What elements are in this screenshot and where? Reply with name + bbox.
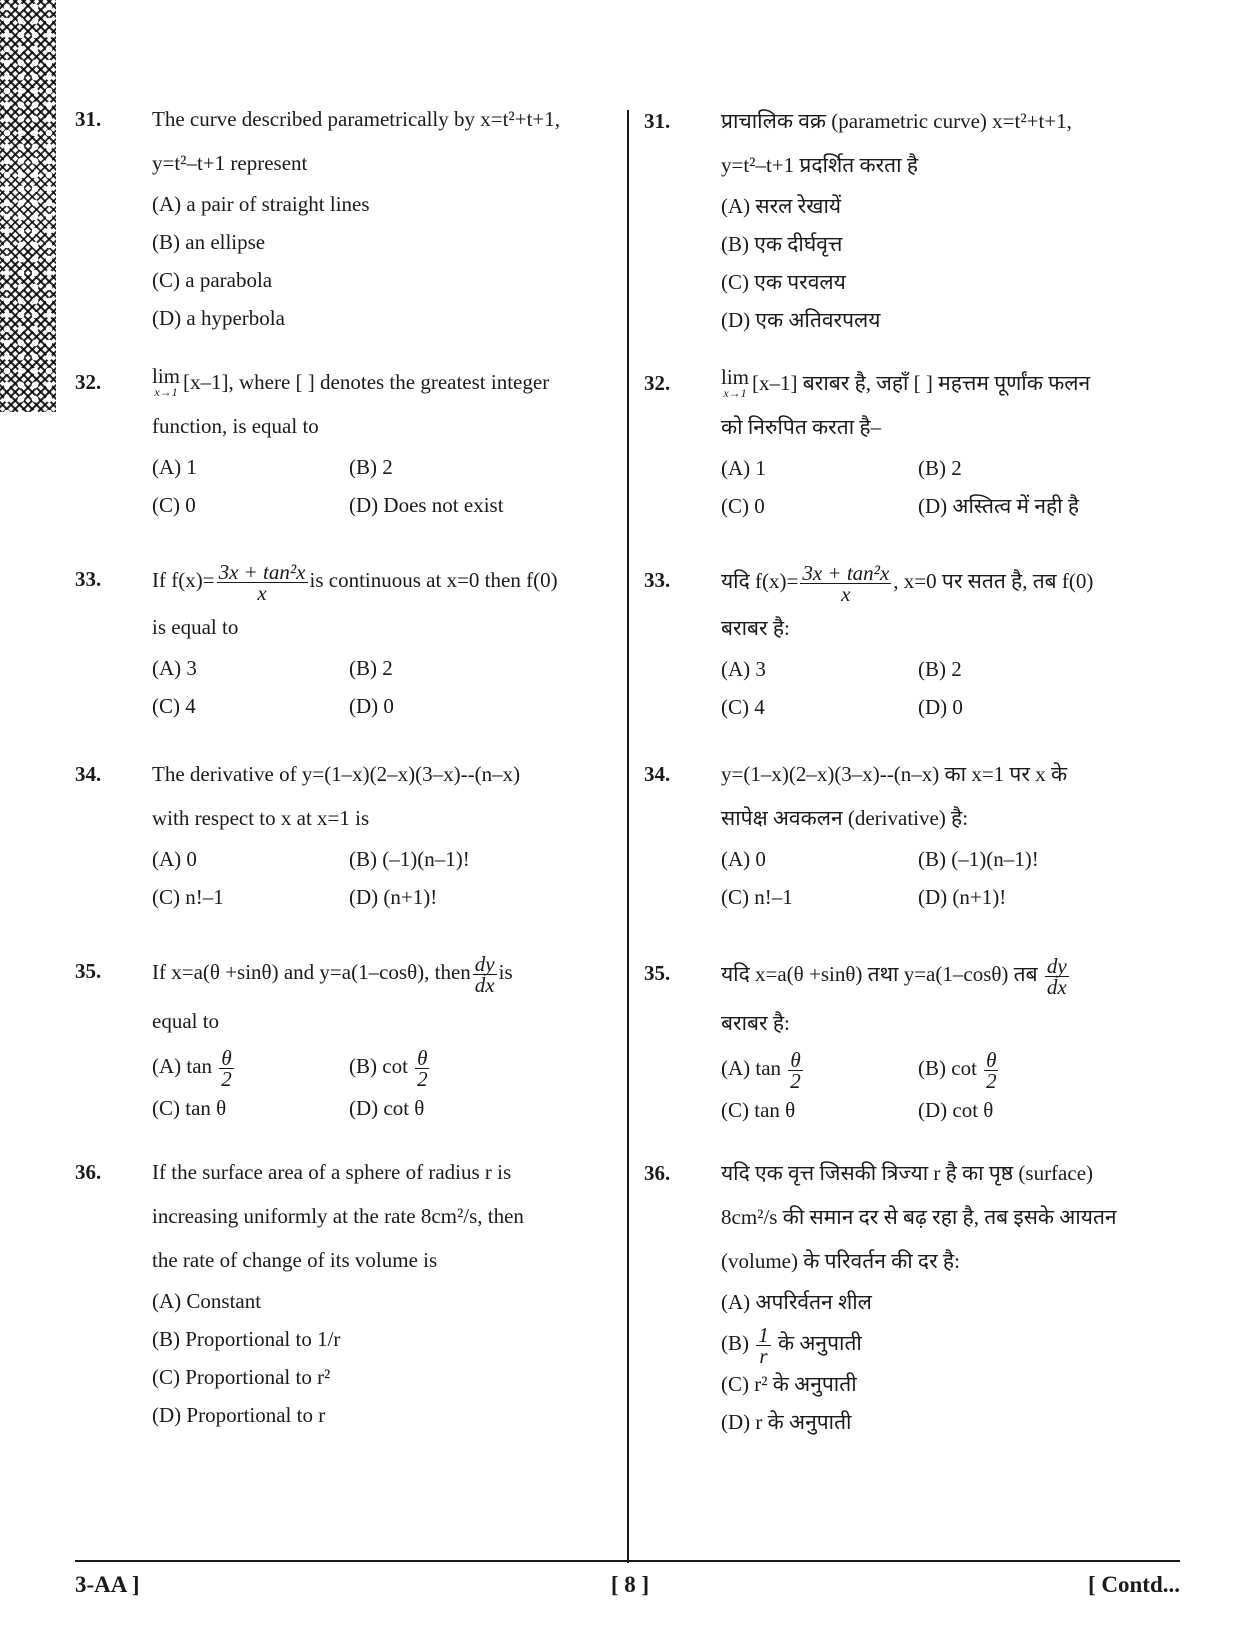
option-c: (C) tan θ — [152, 1096, 227, 1120]
question-number: 33. — [644, 568, 671, 592]
function-fraction: $\frac{\text{3x + tan²x}}{x}$ — [802, 560, 890, 606]
option-b: (B) 2 — [918, 657, 962, 681]
limit-notation: lim x→1 — [721, 365, 750, 401]
option-d: (D) (n+1)! — [349, 885, 438, 909]
option-d: (D) (n+1)! — [918, 885, 1007, 909]
option-a: (A) सरल रेखायें — [721, 194, 842, 218]
question-text: [x–1] बराबर है, जहाँ [ ] महत्तम पूर्णांक फलन — [752, 371, 1091, 395]
question-text: को निरुपित करता है– — [721, 415, 882, 439]
option-c: (C) a parabola — [152, 268, 273, 292]
option-b: (B) 2 — [349, 455, 393, 479]
option-d: (D) 0 — [918, 695, 963, 719]
derivative-fraction: $\frac{dy}{dx}$ — [1046, 953, 1067, 999]
question-number: 32. — [644, 371, 671, 395]
option-d: (D) r के अनुपाती — [721, 1410, 852, 1434]
limit-notation: lim x→1 — [152, 364, 181, 400]
question-text: the rate of change of its volume is — [152, 1248, 438, 1272]
question-number: 32. — [75, 370, 102, 394]
option-c: (C) r² के अनुपाती — [721, 1372, 857, 1396]
option-a: (A) 3 — [721, 657, 766, 681]
option-d: (D) अस्तित्व में नही है — [918, 494, 1079, 518]
question-text: सापेक्ष अवकलन (derivative) है: — [721, 806, 969, 830]
option-a: (A) अपरिर्वतन शील — [721, 1290, 872, 1314]
question-text: function, is equal to — [152, 414, 319, 438]
option-c: (C) 4 — [152, 694, 196, 718]
option-a: (A) tan $\frac{\theta}{2}$ — [721, 1047, 801, 1093]
option-b: (B) 2 — [918, 456, 962, 480]
question-number: 36. — [75, 1160, 102, 1184]
option-a: (A) 1 — [152, 455, 197, 479]
option-b: (B) cot $\frac{\theta}{2}$ — [918, 1047, 997, 1093]
option-b: (B) Proportional to 1/r — [152, 1327, 341, 1351]
option-c: (C) tan θ — [721, 1098, 796, 1122]
question-text: The derivative of y=(1–x)(2–x)(3–x)--(n–x) — [152, 762, 521, 786]
option-b: (B) (–1)(n–1)! — [349, 847, 470, 871]
question-number: 36. — [644, 1161, 671, 1185]
option-b: (B) 2 — [349, 656, 393, 680]
question-text: y=t²–t+1 represent — [152, 151, 308, 175]
option-b: (B) (–1)(n–1)! — [918, 847, 1039, 871]
footer-rule — [75, 1560, 1180, 1562]
option-c: (C) n!–1 — [721, 885, 793, 909]
option-b: (B) एक दीर्घवृत्त — [721, 232, 843, 256]
option-a: (A) 0 — [721, 847, 766, 871]
option-a: (A) a pair of straight lines — [152, 192, 370, 216]
question-text: with respect to x at x=1 is — [152, 806, 370, 830]
option-c: (C) 0 — [152, 493, 196, 517]
question-number: 31. — [75, 107, 102, 131]
question-text: increasing uniformly at the rate 8cm²/s, then — [152, 1204, 524, 1228]
question-text: [x–1], where [ ] denotes the greatest integer — [183, 370, 550, 394]
option-c: (C) 0 — [721, 494, 765, 518]
question-number: 35. — [644, 961, 671, 985]
question-text: y=(1–x)(2–x)(3–x)--(n–x) का x=1 पर x के — [721, 762, 1068, 786]
question-text: equal to — [152, 1009, 220, 1033]
question-text: यदि एक वृत्त जिसकी त्रिज्या r है का पृष्ठ (surface) — [721, 1161, 1094, 1185]
question-number: 34. — [75, 762, 102, 786]
option-d: (D) a hyperbola — [152, 306, 285, 330]
option-c: (C) Proportional to r² — [152, 1365, 331, 1389]
question-number: 31. — [644, 109, 671, 133]
option-c: (C) 4 — [721, 695, 765, 719]
question-number: 33. — [75, 567, 102, 591]
question-text: बराबर है: — [721, 1011, 790, 1035]
option-a: (A) 0 — [152, 847, 197, 871]
question-number: 34. — [644, 762, 671, 786]
column-divider — [627, 110, 629, 1563]
option-a: (A) tan $\frac{\theta}{2}$ — [152, 1045, 232, 1091]
page-number: [ 8 ] — [610, 1572, 650, 1597]
option-c: (C) n!–1 — [152, 885, 224, 909]
option-d: (D) Proportional to r — [152, 1403, 326, 1427]
question-text: प्राचालिक वक्र (parametric curve) x=t²+t+1, — [721, 109, 1072, 133]
option-d: (D) 0 — [349, 694, 394, 718]
question-text: 8cm²/s की समान दर से बढ़ रहा है, तब इसके आयतन — [721, 1205, 1117, 1229]
option-a: (A) 1 — [721, 456, 766, 480]
question-text: बराबर है: — [721, 616, 790, 640]
question-text: is equal to — [152, 615, 239, 639]
booklet-code: 3-AA ] — [75, 1572, 140, 1597]
question-text: (volume) के परिवर्तन की दर है: — [721, 1249, 960, 1273]
question-text: y=t²–t+1 प्रदर्शित करता है — [721, 153, 918, 177]
continued-label: [ Contd... — [1087, 1572, 1180, 1597]
option-a: (A) 3 — [152, 656, 197, 680]
question-number: 35. — [75, 959, 102, 983]
option-d: (D) Does not exist — [349, 493, 504, 517]
derivative-fraction: $\frac{dy}{dx}$ — [474, 951, 495, 997]
question-text: If the surface area of a sphere of radius r is — [152, 1160, 512, 1184]
decorative-border — [0, 0, 56, 412]
option-b: (B) an ellipse — [152, 230, 266, 254]
option-d: (D) cot θ — [918, 1098, 994, 1122]
option-b: (B) cot $\frac{\theta}{2}$ — [349, 1045, 428, 1091]
function-fraction: $\frac{\text{3x + tan²x}}{x}$ — [218, 559, 306, 605]
option-c: (C) एक परवलय — [721, 270, 846, 294]
question-text: The curve described parametrically by x=t²+t+1, — [152, 107, 561, 131]
option-d: (D) cot θ — [349, 1096, 425, 1120]
option-b: (B) $\frac{1}{r}$ के अनुपाती — [721, 1322, 862, 1368]
option-d: (D) एक अतिवरपलय — [721, 308, 881, 332]
option-a: (A) Constant — [152, 1289, 262, 1313]
